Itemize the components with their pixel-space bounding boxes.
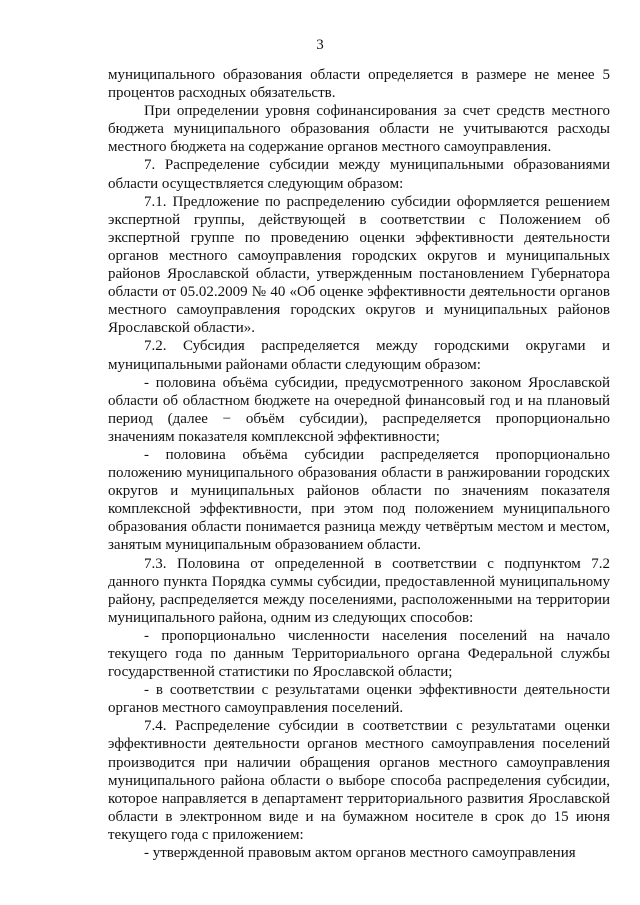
list-item: - утвержденной правовым актом органов местного самоуправления (144, 845, 576, 862)
paragraph: При определении уровня софинансирования за счет средств местного бюджета муниципального образования области не учитываются расходы местного бюджета на содержание органов местного самоуправления. (108, 103, 610, 156)
document-body (108, 66, 610, 862)
list-item: - пропорционально численности населения поселений на начало текущего года по данным Территориального органа Федеральной службы государственной статистики по Ярославской области; (108, 627, 610, 681)
paragraph: 7.2. Субсидия распределяется между городскими округами и муниципальными районами области следующим образом: (108, 338, 610, 373)
paragraph: 7.3. Половина от определенной в соответствии с подпунктом 7.2 данного пункта Порядка суммы субсидии, предоставленной муниципальному району, распределяется между поселениями, расположенными на территории муниципального района, одним из следующих способов: (108, 555, 610, 626)
paragraph: 7. Распределение субсидии между муниципальными образованиями области осуществляется следующим образом: (108, 157, 610, 192)
list-item: - половина объёма субсидии, предусмотренного законом Ярославской области об областном бюджете на очередной финансовый год и на плановый период (далее − объём субсидии), распределяется пропорционально значениям показателя комплексной эффективности; (108, 374, 610, 445)
paragraph: муниципального образования области определяется в размере не менее 5 процентов расходных обязательств. (108, 67, 610, 102)
list-item: - половина объёма субсидии распределяется пропорционально положению муниципального образования области в ранжировании городских округов и муниципальных районов области по значениям показателя комплексной эффективности, при этом под положением муниципального образования области понимается разница между четвёртым местом и местом, занятым муниципальным образованием области. (108, 446, 610, 554)
page-number: 3 (316, 37, 324, 53)
list-item: - в соответствии с результатами оценки эффективности деятельности органов местного самоуправления поселений. (108, 682, 610, 717)
paragraph: 7.4. Распределение субсидии в соответствии с результатами оценки эффективности деятельности органов местного самоуправления поселений производится при наличии обращения органов местного самоуправления муниципального района области о выборе способа распределения субсидии, которое направляется в департамент территориального развития Ярославской области в электронном виде и на бумажном носителе в срок до 15 июня текущего года с приложением: (108, 718, 610, 843)
paragraph: 7.1. Предложение по распределению субсидии оформляется решением экспертной группы, действующей в соответствии с Положением об экспертной группе по проведению оценки эффективности деятельности органов местного самоуправления городских округов и муниципальных районов Ярославской области, утвержденным постановлением Губернатора области от 05.02.2009 № 40 «Об оценке эффективности деятельности органов местного самоуправления городских округов и муниципальных районов Ярославской области». (108, 193, 610, 337)
